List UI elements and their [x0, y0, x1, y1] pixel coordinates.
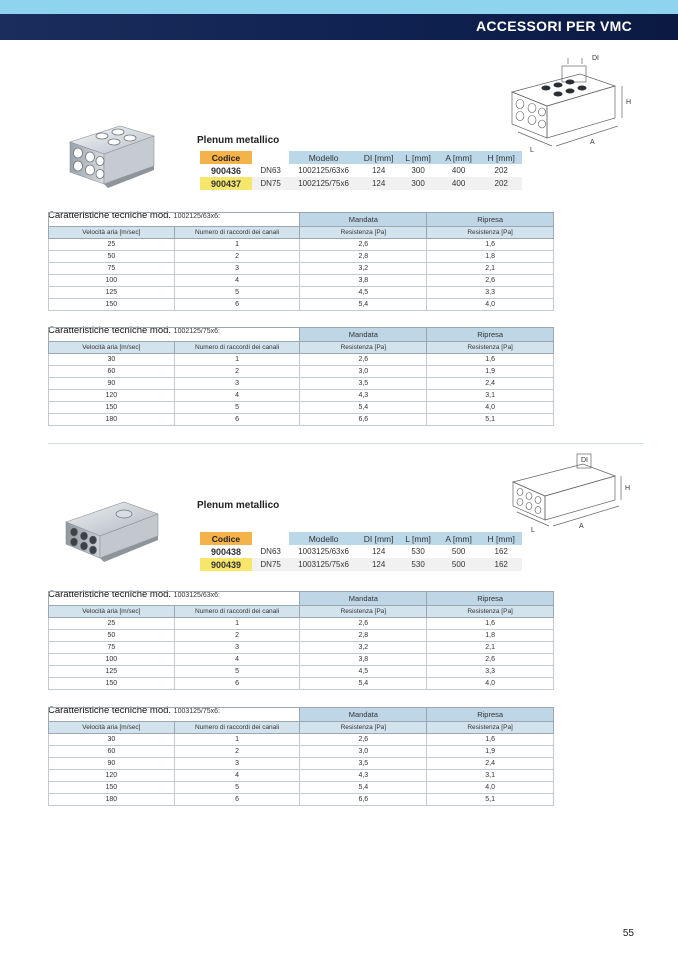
spec-sub-header [49, 606, 554, 618]
product-model: 1003125/63x6 [298, 547, 349, 556]
cell-connections: 1 [174, 354, 300, 366]
cell-resistance-ripresa: 1,6 [427, 734, 554, 746]
product-row [200, 177, 522, 190]
spec-row [49, 263, 554, 275]
sub-header-resistance-ripresa: Resistenza [Pa] [427, 606, 554, 618]
cell-connections: 1 [174, 239, 300, 251]
product-dn: DN75 [252, 177, 289, 190]
cell-velocity: 100 [49, 654, 175, 666]
group-header-mandata: Mandata [300, 708, 427, 722]
cell-resistance-mandata: 3,5 [300, 758, 427, 770]
spec-group-header [49, 592, 554, 606]
product-dn: DN63 [260, 166, 281, 175]
cell-resistance-ripresa: 4,0 [427, 299, 554, 311]
cell-resistance-ripresa: 4,0 [427, 402, 554, 414]
cell-resistance-ripresa: 1,8 [427, 251, 554, 263]
spec-sub-header [49, 722, 554, 734]
product-l: 530 [399, 558, 436, 571]
cell-velocity: 150 [49, 299, 175, 311]
sub-header-velocity: Velocità aria [m/sec] [49, 227, 175, 239]
spec-row [49, 618, 554, 630]
diagram-label-a: A [579, 523, 584, 530]
spec-table [48, 707, 554, 806]
spec-table [48, 327, 554, 426]
product-row [200, 545, 522, 558]
cell-resistance-mandata: 3,2 [300, 263, 427, 275]
cell-velocity: 150 [49, 678, 175, 690]
spec-row [49, 782, 554, 794]
plenum-photo-900436 [62, 112, 162, 194]
plenum-diagram-900436 [500, 52, 645, 157]
product-table-header [200, 532, 522, 545]
product-code: 900439 [200, 558, 252, 571]
cell-resistance-mandata: 2,8 [300, 630, 427, 642]
product-table [200, 151, 522, 190]
spec-caption: Caratteristiche tecniche mod. 1003125/75x6: [48, 705, 220, 716]
cell-velocity: 180 [49, 414, 175, 426]
product-dn: DN63 [260, 547, 281, 556]
plenum-photo-900438 [62, 492, 162, 574]
column-header-l: L [mm] [399, 151, 436, 164]
spec-row [49, 354, 554, 366]
diagram-label-a: A [590, 139, 595, 146]
cell-connections: 6 [174, 678, 300, 690]
cell-velocity: 90 [49, 378, 175, 390]
cell-connections: 6 [174, 414, 300, 426]
cell-resistance-ripresa: 1,8 [427, 630, 554, 642]
spec-model: 1003125/63x6: [173, 592, 220, 599]
cell-velocity: 30 [49, 354, 175, 366]
cell-velocity: 25 [49, 239, 175, 251]
product-h: 202 [480, 177, 522, 190]
cell-resistance-ripresa: 2,1 [427, 642, 554, 654]
product-dn: DN75 [252, 558, 289, 571]
cell-resistance-mandata: 4,5 [300, 287, 427, 299]
cell-velocity: 125 [49, 666, 175, 678]
cell-resistance-ripresa: 3,3 [427, 666, 554, 678]
spec-sub-header [49, 342, 554, 354]
product-di: 124 [358, 177, 400, 190]
spec-row [49, 299, 554, 311]
group-header-ripresa: Ripresa [427, 213, 554, 227]
sub-header-resistance-mandata: Resistenza [Pa] [300, 722, 427, 734]
spec-model: 1003125/75x6: [173, 708, 220, 715]
cell-velocity: 30 [49, 734, 175, 746]
spec-caption: Caratteristiche tecniche mod. 1003125/63x6: [48, 589, 220, 600]
cell-connections: 5 [174, 782, 300, 794]
cell-velocity: 60 [49, 746, 175, 758]
diagram-label-l: L [531, 527, 535, 534]
spec-row [49, 287, 554, 299]
group-header-mandata: Mandata [300, 592, 427, 606]
spec-row [49, 666, 554, 678]
cell-velocity: 100 [49, 275, 175, 287]
column-header-di: DI [mm] [358, 151, 400, 164]
cell-connections: 2 [174, 366, 300, 378]
spec-row [49, 402, 554, 414]
cell-velocity: 25 [49, 618, 175, 630]
spec-group-header [49, 328, 554, 342]
sub-header-connections: Numero di raccordi dei canali [174, 342, 300, 354]
product-row [200, 164, 522, 177]
group-header-ripresa: Ripresa [427, 328, 554, 342]
spec-row [49, 758, 554, 770]
cell-resistance-mandata: 2,6 [300, 239, 427, 251]
cell-resistance-mandata: 3,0 [300, 366, 427, 378]
spec-row [49, 390, 554, 402]
spec-model: 1002125/75x6: [173, 328, 220, 335]
sub-header-velocity: Velocità aria [m/sec] [49, 722, 175, 734]
group-header-mandata: Mandata [300, 328, 427, 342]
product-l: 300 [411, 166, 425, 175]
cell-connections: 6 [174, 299, 300, 311]
product-a: 400 [451, 166, 466, 175]
spec-sub-header [49, 227, 554, 239]
spec-row [49, 275, 554, 287]
cell-velocity: 150 [49, 402, 175, 414]
spec-model: 1002125/63x6: [173, 213, 220, 220]
cell-velocity: 125 [49, 287, 175, 299]
header-accent-bar [0, 0, 678, 14]
cell-connections: 6 [174, 794, 300, 806]
product-row [200, 558, 522, 571]
product-l: 300 [399, 177, 436, 190]
cell-velocity: 50 [49, 251, 175, 263]
spec-table [48, 212, 554, 311]
column-header-a: A [mm] [437, 532, 481, 545]
product-di: 124 [371, 166, 386, 175]
cell-velocity: 150 [49, 782, 175, 794]
product-code: 900436 [210, 165, 241, 176]
cell-resistance-mandata: 4,3 [300, 390, 427, 402]
cell-velocity: 120 [49, 770, 175, 782]
cell-resistance-mandata: 2,8 [300, 251, 427, 263]
product-a: 500 [437, 558, 481, 571]
cell-resistance-ripresa: 4,0 [427, 678, 554, 690]
cell-resistance-ripresa: 1,6 [427, 618, 554, 630]
spec-caption: Caratteristiche tecniche mod. 1002125/75x6: [48, 325, 220, 336]
sub-header-velocity: Velocità aria [m/sec] [49, 606, 175, 618]
cell-resistance-mandata: 3,0 [300, 746, 427, 758]
cell-resistance-mandata: 3,5 [300, 378, 427, 390]
cell-velocity: 75 [49, 263, 175, 275]
product-title: Plenum metallico [197, 135, 280, 146]
cell-resistance-ripresa: 4,0 [427, 782, 554, 794]
cell-velocity: 60 [49, 366, 175, 378]
group-header-mandata: Mandata [300, 213, 427, 227]
column-header-model: Modello [289, 151, 358, 164]
product-title: Plenum metallico [197, 500, 280, 511]
diagram-label-l: L [530, 147, 534, 154]
cell-connections: 3 [174, 758, 300, 770]
cell-connections: 3 [174, 263, 300, 275]
spec-row [49, 734, 554, 746]
cell-resistance-ripresa: 3,3 [427, 287, 554, 299]
product-a: 400 [437, 177, 481, 190]
spec-row [49, 366, 554, 378]
cell-resistance-ripresa: 2,6 [427, 654, 554, 666]
cell-connections: 4 [174, 390, 300, 402]
cell-velocity: 180 [49, 794, 175, 806]
cell-resistance-mandata: 5,4 [300, 678, 427, 690]
column-header-di: DI [mm] [358, 532, 400, 545]
page-number: 55 [622, 928, 634, 939]
cell-resistance-mandata: 2,6 [300, 734, 427, 746]
cell-resistance-ripresa: 5,1 [427, 794, 554, 806]
product-code: 900438 [210, 546, 241, 557]
product-table-header [200, 151, 522, 164]
spec-row [49, 746, 554, 758]
cell-resistance-ripresa: 2,1 [427, 263, 554, 275]
spec-row [49, 251, 554, 263]
diagram-label-h: H [626, 99, 632, 106]
cell-resistance-mandata: 5,4 [300, 402, 427, 414]
sub-header-resistance-mandata: Resistenza [Pa] [300, 227, 427, 239]
product-a: 500 [451, 547, 466, 556]
column-header-a: A [mm] [437, 151, 481, 164]
cell-connections: 2 [174, 630, 300, 642]
group-header-ripresa: Ripresa [427, 708, 554, 722]
product-h: 202 [494, 166, 508, 175]
cell-resistance-mandata: 3,8 [300, 275, 427, 287]
cell-resistance-mandata: 3,8 [300, 654, 427, 666]
diagram-label-d: DI [581, 457, 588, 464]
cell-connections: 2 [174, 251, 300, 263]
cell-resistance-mandata: 5,4 [300, 299, 427, 311]
spec-row [49, 678, 554, 690]
sub-header-resistance-mandata: Resistenza [Pa] [300, 342, 427, 354]
cell-resistance-mandata: 6,6 [300, 794, 427, 806]
cell-velocity: 90 [49, 758, 175, 770]
cell-resistance-ripresa: 5,1 [427, 414, 554, 426]
product-di: 124 [371, 547, 386, 556]
sub-header-velocity: Velocità aria [m/sec] [49, 342, 175, 354]
sub-header-resistance-ripresa: Resistenza [Pa] [427, 227, 554, 239]
cell-velocity: 75 [49, 642, 175, 654]
spec-row [49, 630, 554, 642]
cell-resistance-ripresa: 1,9 [427, 746, 554, 758]
cell-connections: 5 [174, 666, 300, 678]
product-h: 162 [494, 547, 508, 556]
section-divider [48, 443, 644, 444]
cell-connections: 3 [174, 642, 300, 654]
spec-row [49, 414, 554, 426]
cell-velocity: 50 [49, 630, 175, 642]
sub-header-resistance-mandata: Resistenza [Pa] [300, 606, 427, 618]
cell-resistance-ripresa: 3,1 [427, 390, 554, 402]
spec-row [49, 239, 554, 251]
cell-connections: 4 [174, 770, 300, 782]
cell-resistance-ripresa: 1,9 [427, 366, 554, 378]
spec-row [49, 794, 554, 806]
cell-velocity: 120 [49, 390, 175, 402]
product-model: 1002125/63x6 [298, 166, 349, 175]
cell-connections: 1 [174, 618, 300, 630]
product-l: 530 [411, 547, 425, 556]
spec-row [49, 770, 554, 782]
cell-resistance-ripresa: 3,1 [427, 770, 554, 782]
cell-resistance-mandata: 3,2 [300, 642, 427, 654]
plenum-diagram-900438 [505, 450, 645, 545]
cell-connections: 3 [174, 378, 300, 390]
product-model: 1002125/75x6 [289, 177, 358, 190]
column-header-code: Codice [200, 532, 252, 545]
cell-connections: 2 [174, 746, 300, 758]
column-header-h: H [mm] [480, 532, 522, 545]
spec-row [49, 654, 554, 666]
product-h: 162 [480, 558, 522, 571]
cell-connections: 1 [174, 734, 300, 746]
cell-resistance-mandata: 2,6 [300, 618, 427, 630]
cell-resistance-ripresa: 1,6 [427, 354, 554, 366]
cell-resistance-ripresa: 2,6 [427, 275, 554, 287]
spec-table [48, 591, 554, 690]
cell-connections: 4 [174, 275, 300, 287]
product-code: 900437 [200, 177, 252, 190]
product-di: 124 [358, 558, 400, 571]
cell-connections: 4 [174, 654, 300, 666]
cell-resistance-mandata: 2,6 [300, 354, 427, 366]
cell-resistance-mandata: 4,5 [300, 666, 427, 678]
sub-header-resistance-ripresa: Resistenza [Pa] [427, 722, 554, 734]
page-section-title: ACCESSORI PER VMC [475, 18, 632, 34]
sub-header-connections: Numero di raccordi dei canali [174, 606, 300, 618]
spec-group-header [49, 708, 554, 722]
product-table [200, 532, 522, 571]
product-model: 1003125/75x6 [289, 558, 358, 571]
sub-header-connections: Numero di raccordi dei canali [174, 722, 300, 734]
diagram-label-d: DI [592, 55, 599, 62]
spec-row [49, 642, 554, 654]
column-header-code: Codice [200, 151, 252, 164]
column-header-l: L [mm] [399, 532, 436, 545]
cell-connections: 5 [174, 402, 300, 414]
group-header-ripresa: Ripresa [427, 592, 554, 606]
column-header-h: H [mm] [480, 151, 522, 164]
sub-header-resistance-ripresa: Resistenza [Pa] [427, 342, 554, 354]
cell-connections: 5 [174, 287, 300, 299]
cell-resistance-ripresa: 2,4 [427, 378, 554, 390]
cell-resistance-ripresa: 2,4 [427, 758, 554, 770]
diagram-label-h: H [625, 485, 631, 492]
spec-group-header [49, 213, 554, 227]
spec-caption: Caratteristiche tecniche mod. 1002125/63x6: [48, 210, 220, 221]
spec-row [49, 378, 554, 390]
cell-resistance-mandata: 5,4 [300, 782, 427, 794]
column-header-model: Modello [289, 532, 358, 545]
cell-resistance-ripresa: 1,6 [427, 239, 554, 251]
cell-resistance-mandata: 4,3 [300, 770, 427, 782]
cell-resistance-mandata: 6,6 [300, 414, 427, 426]
sub-header-connections: Numero di raccordi dei canali [174, 227, 300, 239]
